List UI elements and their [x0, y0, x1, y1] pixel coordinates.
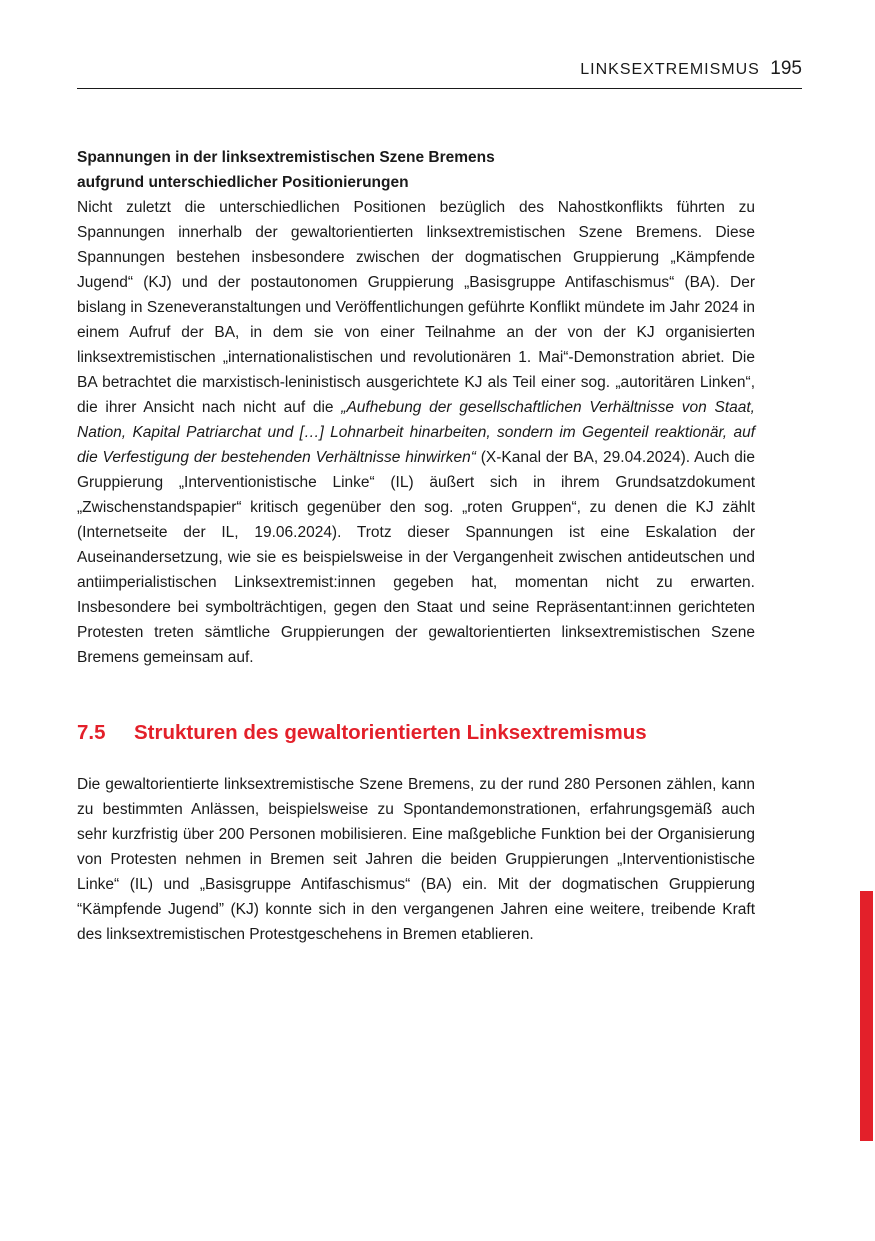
chapter-heading [77, 718, 755, 748]
chapter-title: Strukturen des gewaltorientierten Linksextremismus [134, 721, 647, 744]
page-content [77, 145, 755, 947]
chapter-number: 7.5 [77, 721, 106, 744]
paragraph-text: Nicht zuletzt die unterschiedlichen Positionen bezüglich des Nahostkonflikts führten zu Spannungen innerhalb der gewaltorientierten linksextremistischen Szene Bremens. Diese Spannungen bestehen insbesondere zwischen der dogmatischen Gruppierung „Kämpfende Jugend“ (KJ) und der postautonomen Gruppierung „Basisgruppe Antifaschismus“ (BA). Der bislang in Szeneveranstaltungen und Veröffentlichungen geführte Konflikt mündete im Jahr 2024 in einem Aufruf der BA, in dem sie von einer Teilnahme an der von der KJ organisierten linksextremistischen „internationalistischen und revolutionären 1. Mai“-Demonstration abriet. Die BA betrachtet die marxistisch-leninistisch ausgerichtete KJ als Teil einer sog. „autoritären Linken“, die ihrer Ansicht nach nicht auf die [77, 199, 755, 416]
subsection-heading [77, 145, 755, 195]
running-head [77, 58, 802, 89]
subsection-heading-line2: aufgrund unterschiedlicher Positionierungen [77, 174, 409, 191]
paragraph-text-continued: (X-Kanal der BA, 29.04.2024). Auch die Gruppierung „Interventionistische Linke“ (IL) äußert sich in ihrem Grundsatzdokument „Zwischenstandspapier“ kritisch gegenüber den sog. „roten Gruppen“, zu denen die KJ zählt (Internetseite der IL, 19.06.2024). Trotz dieser Spannungen ist eine Eskalation der Auseinandersetzung, wie sie es beispielsweise in der Vergangenheit zwischen antideutschen und antiimperialistischen Linksextremist:innen gegeben hat, momentan nicht zu erwarten. Insbesondere bei symbolträchtigen, gegen den Staat und seine Repräsentant:innen gerichteten Protesten treten sämtliche Gruppierungen der gewaltorientierten linksextremistischen Szene Bremens gemeinsam auf. [77, 449, 755, 666]
subsection-paragraph [77, 195, 755, 670]
subsection-heading-line1: Spannungen in der linksextremistischen Szene Bremens [77, 149, 495, 166]
page-number: 195 [770, 58, 802, 79]
paragraph-quote: „Aufhebung der gesellschaftlichen Verhältnisse von Staat, Nation, Kapital Patriarchat und […] Lohnarbeit hinarbeiten, sondern im Gegenteil reaktionär, auf die Verfestigung der bestehenden Verhältnisse hinwirken“ [77, 399, 755, 466]
chapter-paragraph: Die gewaltorientierte linksextremistische Szene Bremens, zu der rund 280 Personen zählen, kann zu bestimmten Anlässen, beispielsweise zu Spontandemonstrationen, erfahrungsgemäß auch sehr kurzfristig über 200 Personen mobilisieren. Eine maßgebliche Funktion bei der Organisierung von Protesten nehmen in Bremen seit Jahren die beiden Gruppierungen „Interventionistische Linke“ (IL) und „Basisgruppe Antifaschismus“ (BA) ein. Mit der dogmatischen Gruppierung “Kämpfende Jugend” (KJ) konnte sich in den vergangenen Jahren eine weitere, treibende Kraft des linksextremistischen Protestgeschehens in Bremen etablieren. [77, 776, 755, 943]
chapter-side-tab [860, 891, 873, 1141]
running-head-section: LINKSEXTREMISMUS [580, 61, 760, 78]
